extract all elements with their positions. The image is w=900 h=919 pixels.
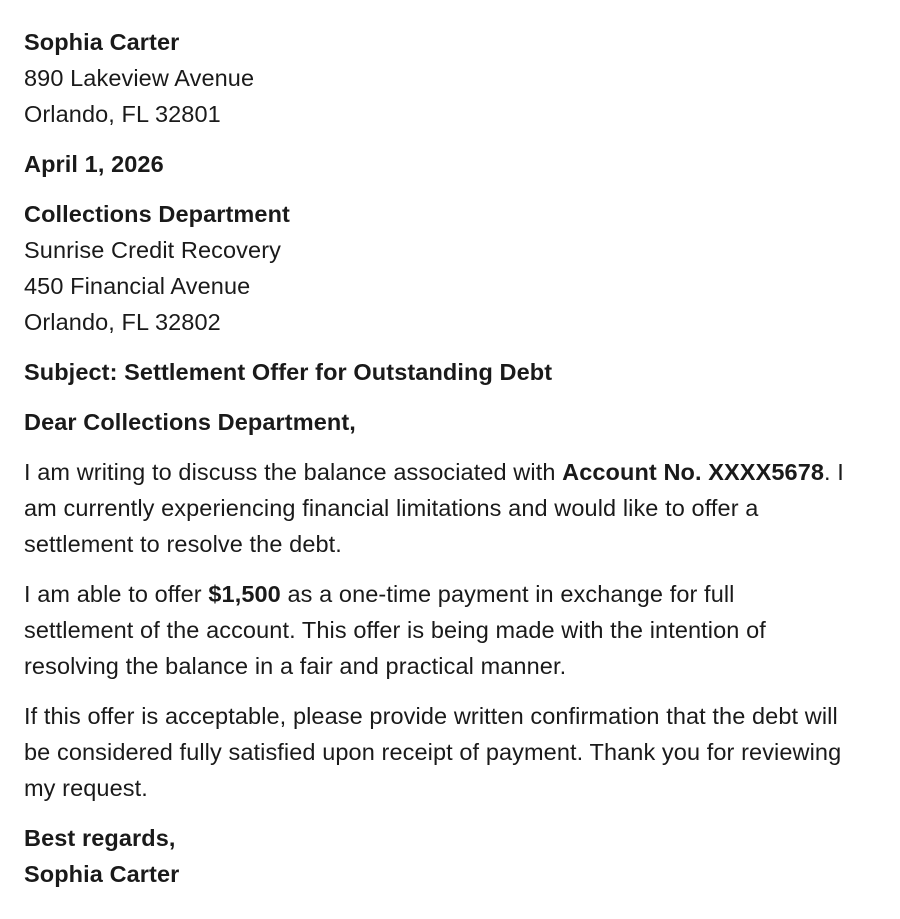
offer-amount-emphasis: $1,500	[208, 581, 281, 607]
subject-block	[24, 354, 845, 390]
body-paragraph-1	[24, 454, 845, 562]
salutation-block	[24, 404, 845, 440]
paragraph-2-text-part-1: I am able to offer	[24, 581, 209, 607]
subject-line: Subject: Settlement Offer for Outstanding Debt	[24, 359, 553, 385]
signature-name: Sophia Carter	[24, 861, 180, 887]
paragraph-1-text-part-1: I am writing to discuss the balance associated with	[24, 459, 563, 485]
recipient-company: Sunrise Credit Recovery	[24, 237, 281, 263]
recipient-department: Collections Department	[24, 201, 290, 227]
body-paragraph-3: If this offer is acceptable, please provide written confirmation that the debt will be considered fully satisfied upon receipt of payment. Thank you for reviewing my request.	[24, 703, 842, 801]
date-block	[24, 146, 845, 182]
sender-address-block	[24, 24, 845, 132]
recipient-address-block	[24, 196, 845, 340]
sender-street: 890 Lakeview Avenue	[24, 65, 255, 91]
sender-city-state-zip: Orlando, FL 32801	[24, 101, 221, 127]
closing-salutation: Best regards,	[24, 825, 176, 851]
letter-date: April 1, 2026	[24, 151, 164, 177]
account-number-emphasis: Account No. XXXX5678	[562, 459, 825, 485]
paragraph-1-text-part-2: . I am currently experiencing financial limitations and would like to offer a settlement to resolve the debt.	[24, 459, 844, 557]
sender-name: Sophia Carter	[24, 29, 180, 55]
recipient-city-state-zip: Orlando, FL 32802	[24, 309, 221, 335]
body-paragraph-2	[24, 576, 845, 684]
signature-block	[24, 820, 845, 892]
recipient-street: 450 Financial Avenue	[24, 273, 251, 299]
paragraph-2-text-part-2: as a one-time payment in exchange for full settlement of the account. This offer is being made with the intention of resolving the balance in a fair and practical manner.	[24, 581, 766, 679]
salutation: Dear Collections Department,	[24, 409, 356, 435]
